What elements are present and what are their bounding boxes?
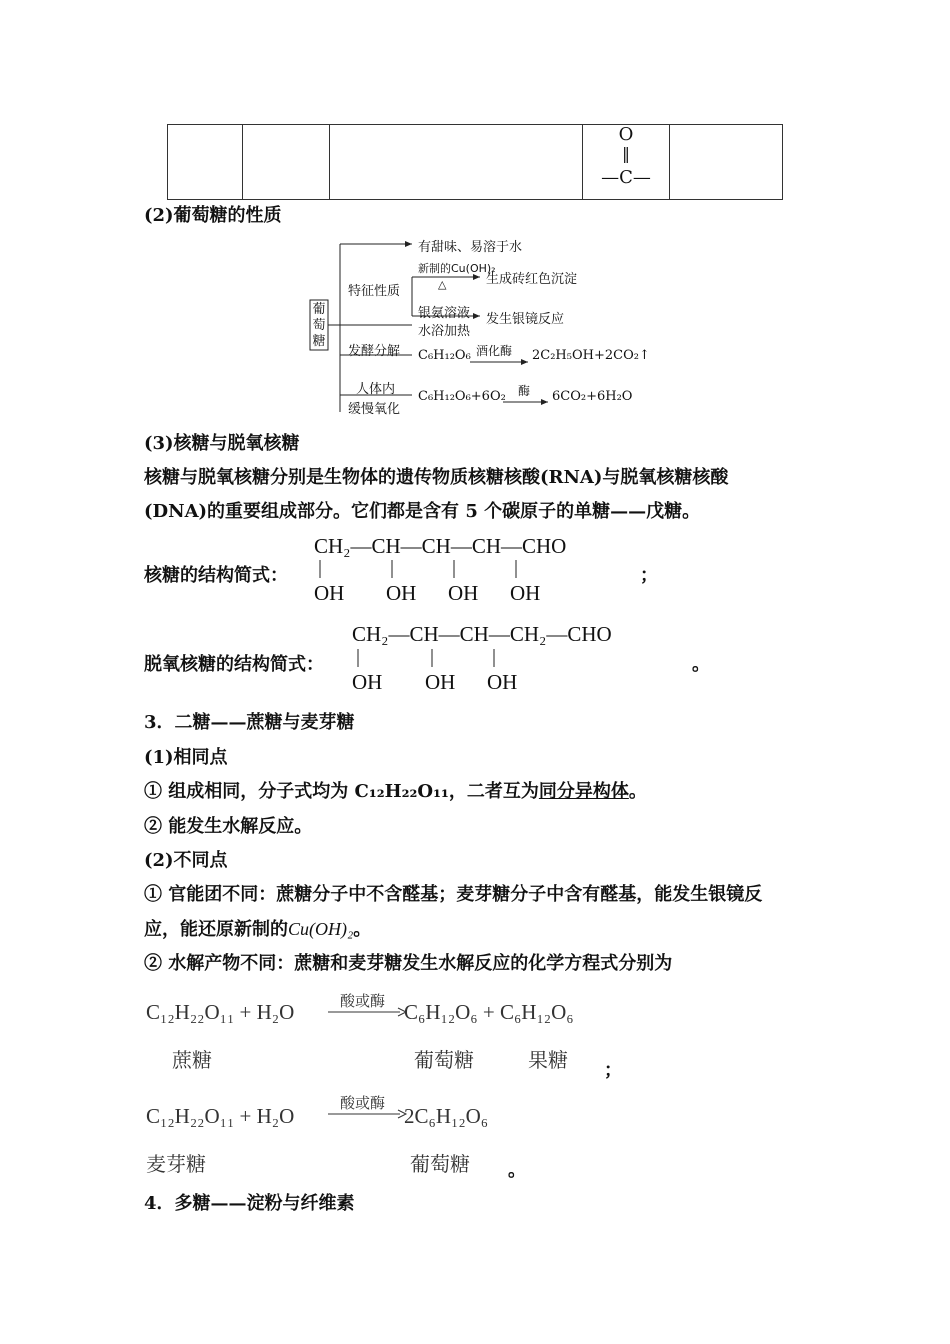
oxidation-condition: 酶 [518,384,531,398]
ribose-chain: CH₂—CH—CH—CH—CHO [314,534,567,558]
deoxy-oh-1: OH [352,670,383,694]
oxidation-label-1: 人体内 [356,382,396,397]
diagram-root: 葡萄糖 [312,302,326,349]
carbonyl-o: O [583,125,669,145]
oxidation-product: 6CO₂+6H₂O [552,389,633,404]
eq2-reactants: C₁₂H₂₂O₁₁ + H₂O [146,1104,295,1128]
diff-point-2: ② 水解产物不同：蔗糖和麦芽糖发生水解反应的化学方程式分别为 [144,953,673,974]
glucose-diagram [300,232,670,422]
table-cell [243,125,330,200]
isomer-term: 同分异构体 [538,781,629,802]
ferment-reactant: C₆H₁₂O₆ [418,348,471,363]
ribose-end: ； [640,565,658,586]
molecular-formula: C₁₂H₂₂O₁₁ [354,781,449,802]
deoxy-label: 脱氧核糖的结构简式： [144,654,324,675]
eq2-label-maltose: 麦芽糖 [146,1152,206,1176]
disaccharide-heading: 3．二糖——蔗糖与麦芽糖 [144,712,355,733]
deoxy-bonds [352,647,552,669]
ribose-para-line2: (DNA)的重要组成部分。它们都是含有 5 个碳原子的单糖——戊糖。 [144,501,701,522]
eq1-condition: 酸或酶 [340,992,386,1010]
ribose-heading: (3)核糖与脱氧核糖 [144,433,300,454]
eq1-label-fructose: 果糖 [528,1048,568,1072]
eq1-reactants: C₁₂H₂₂O₁₁ + H₂O [146,1000,295,1024]
oxidation-label-2: 缓慢氧化 [348,402,401,417]
carbonyl-double-bond: ‖ [622,144,630,163]
prop-sweet: 有甜味、易溶于水 [418,240,523,255]
ag-result: 发生银镜反应 [486,312,565,327]
eq2-label-glucose: 葡萄糖 [410,1152,470,1176]
diff-point-1-line1: ① 官能团不同：蔗糖分子中不含醛基；麦芽糖分子中含有醛基，能发生银镜反 [144,884,763,905]
deoxy-chain: CH₂—CH—CH—CH₂—CHO [352,622,612,646]
oxidation-reactant: C₆H₁₂O₆+6O₂ [418,389,506,404]
ribose-label: 核糖的结构简式： [144,565,288,586]
eq1-label-sucrose: 蔗糖 [172,1048,212,1072]
eq2-condition: 酸或酶 [340,1094,386,1112]
eq2-arrow [328,1108,408,1120]
ferment-product: 2C₂H₅OH+2CO₂↑ [532,348,650,363]
table-cell [168,125,243,200]
deoxy-end: 。 [692,654,710,675]
ag-condition: 水浴加热 [418,324,471,339]
ribose-oh-3: OH [448,581,479,605]
ferment-condition: 酒化酶 [476,344,513,358]
carbonyl-c: —C— [601,167,651,188]
glucose-heading: (2)葡萄糖的性质 [144,205,282,226]
cu-condition: △ [438,278,447,291]
diff-heading: (2)不同点 [144,850,228,871]
table-cell [670,125,783,200]
ag-reagent: 银氨溶液 [418,306,471,321]
ribose-oh-2: OH [386,581,417,605]
eq1-products: C₆H₁₂O₆ + C₆H₁₂O₆ [404,1000,574,1024]
same-point-1: ① 组成相同，分子式均为 C₁₂H₂₂O₁₁，二者互为同分异构体。 [144,781,647,802]
ribose-para-line1: 核糖与脱氧核糖分别是生物体的遗传物质核糖核酸(RNA)与脱氧核糖核酸 [144,467,729,488]
ribose-oh-4: OH [510,581,541,605]
diff-point-1-line2: 应，能还原新制的Cu(OH)₂。 [144,919,372,940]
cu-reagent: 新制的Cu(OH)₂ [418,262,496,275]
cu-oh-formula: Cu(OH)₂ [288,919,354,939]
structure-table [167,124,783,200]
same-heading: (1)相同点 [144,747,228,768]
eq2-end: 。 [508,1160,526,1181]
eq1-label-glucose: 葡萄糖 [414,1048,474,1072]
cu-result: 生成砖红色沉淀 [486,272,578,287]
eq1-arrow [328,1006,408,1018]
eq2-products: 2C₆H₁₂O₆ [404,1104,489,1128]
table-cell-carbonyl [583,125,670,200]
prop-label: 特征性质 [348,284,401,299]
deoxy-oh-2: OH [425,670,456,694]
polysaccharide-heading: 4．多糖——淀粉与纤维素 [144,1193,355,1214]
deoxy-oh-3: OH [487,670,518,694]
ribose-bonds [314,558,554,580]
table-cell [330,125,583,200]
eq1-end: ； [604,1060,622,1081]
ribose-oh-1: OH [314,581,345,605]
ferment-label: 发酵分解 [348,344,401,359]
same-point-2: ② 能发生水解反应。 [144,816,313,837]
